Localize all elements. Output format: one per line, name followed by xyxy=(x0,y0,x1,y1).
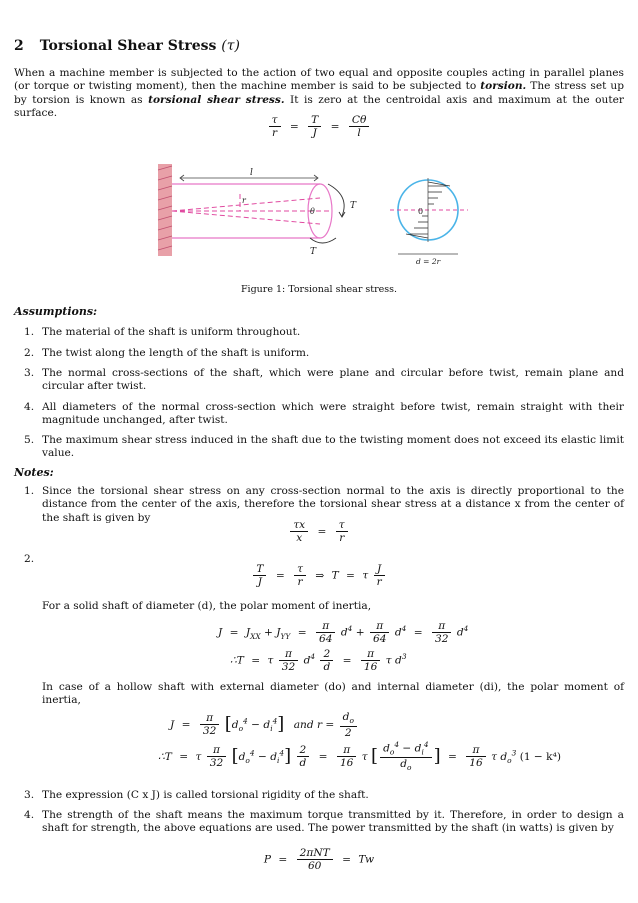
eq-num-tau: τ xyxy=(269,114,281,127)
solid-shaft-text: For a solid shaft of diameter (d), the polar moment of inertia, xyxy=(42,600,372,612)
label-l: l xyxy=(250,168,253,178)
frac-num: τ xyxy=(336,519,348,532)
eq-sign: = xyxy=(346,569,355,582)
label-r: r xyxy=(242,196,246,205)
eq-sign: = xyxy=(179,750,189,763)
assumption-item xyxy=(24,401,624,428)
eq-T-over-J xyxy=(0,563,638,588)
item-number: 4. xyxy=(24,809,35,821)
frac-den: 32 xyxy=(281,661,296,674)
frac-num: π xyxy=(200,712,219,725)
item-number: 4. xyxy=(24,401,35,413)
eq-polar-hollow: J = $\frac{\pi}{32}$ $[d_o^4 - d_i^4]$ and r = $\frac{d_o}{2}$ xyxy=(170,711,359,739)
frac-num: π xyxy=(279,648,298,661)
do-symbol: d xyxy=(231,718,239,731)
frac-num: π xyxy=(466,744,485,757)
frac-num: 2 xyxy=(297,744,310,757)
frac-den: 32 xyxy=(209,757,224,770)
frac-den: 60 xyxy=(307,860,322,873)
frac-den: x xyxy=(296,532,303,545)
label-T2: T xyxy=(310,247,317,257)
assumption-item xyxy=(24,326,624,339)
intro-text-3: It is zero at the centroidal axis and maximum at the outer surface. xyxy=(14,93,624,120)
intro-tss: torsional shear stress. xyxy=(148,93,285,106)
eq-sign: = xyxy=(413,626,423,639)
item-text: The strength of the shaft means the maximum torque transmitted by it. Therefore, in order to design a shaft for strength, the above equations are used. The power transmitted by the shaft (in watts) is given by xyxy=(42,809,624,835)
tau-symbol: τ xyxy=(195,750,202,763)
eq-den-l: l xyxy=(357,127,361,140)
eq-sign: = xyxy=(297,626,307,639)
frac-den: 64 xyxy=(372,633,387,646)
eq-sign: = xyxy=(251,654,261,667)
eq-sign: = xyxy=(317,525,327,538)
eq-polar-solid: $J = J_{XX} + J_{YY}$ = $\frac{\pi}{64}$ $d^4$ + $\frac{\pi}{64}$ $d^4$ = $\frac{\pi}{32}$ $d^4$ xyxy=(218,620,469,646)
assumption-item xyxy=(24,347,624,360)
frac-num: π xyxy=(361,648,380,661)
sub-xx: XX xyxy=(250,631,261,641)
frac-num: J xyxy=(374,563,385,576)
notes-heading: Notes: xyxy=(14,466,54,479)
torsion-figure xyxy=(150,156,480,272)
eq-num-ctheta: Cθ xyxy=(349,114,369,127)
k4-term: (1 − k⁴) xyxy=(519,750,561,763)
P-symbol: P xyxy=(263,853,272,866)
section-title-text: Torsional Shear Stress xyxy=(39,38,217,54)
intro-torsion: torsion. xyxy=(480,80,527,93)
eq-torque-solid: ∴T = τ $\frac{\pi}{32}$ $d^4$ $\frac{2}{d}$ = $\frac{\pi}{16}$ τ $d^3$ xyxy=(230,648,407,674)
section-number: 2 xyxy=(14,38,24,54)
frac-den: d xyxy=(299,757,307,770)
frac-num: T xyxy=(253,563,266,576)
d-symbol: d xyxy=(394,626,402,639)
tau-symbol: τ xyxy=(267,654,274,667)
d-symbol: d xyxy=(456,626,464,639)
item-text: The maximum shear stress induced in the shaft due to the twisting moment does not exceed its elastic limit value. xyxy=(42,434,624,460)
torque-arrow-bottom xyxy=(310,238,336,243)
d-symbol: d xyxy=(340,626,348,639)
eq-sign: = xyxy=(330,120,340,133)
intro-text-1: When a machine member is subjected to the action of two equal and opposite couples acting in parallel planes (or torque or twisting moment), then the machine member is said to be subjected to xyxy=(14,67,624,93)
frac-num: τ xyxy=(294,563,306,576)
eq-torque-hollow: ∴T = τ $\frac{\pi}{32}$ $[d_o^4 - d_i^4]$ $\frac{2}{d}$ = $\frac{\pi}{16}$ τ [ $\frac{d_o^4 - d_i^4}{d_o}$ ] = $\frac{\pi}{16}$ τ $d_o^3$ (1 − k⁴) xyxy=(158,740,561,773)
item-text: The expression (C x J) is called torsional rigidity of the shaft. xyxy=(42,789,369,801)
eq-sign: = xyxy=(289,120,299,133)
tau-symbol: τ xyxy=(491,750,497,763)
eq-num-T: T xyxy=(308,114,321,127)
J-symbol: J xyxy=(218,626,223,639)
figure-caption: Figure 1: Torsional shear stress. xyxy=(240,284,398,295)
implies-sign: ⇒ xyxy=(315,569,325,582)
item-text: All diameters of the normal cross-section which were straight before twist, remain straight with their magnitude unchanged, after twist. xyxy=(42,401,624,427)
frac-den: r xyxy=(339,532,345,545)
item-number: 1. xyxy=(24,326,35,338)
do-symbol: d xyxy=(342,711,350,723)
item-number: 5. xyxy=(24,434,35,446)
label-zero: 0 xyxy=(418,207,424,216)
frac-num: 2πNT xyxy=(297,847,333,860)
item-number: 3. xyxy=(24,789,35,801)
note-item-4 xyxy=(24,809,624,836)
Tw-symbol: Tw xyxy=(358,853,375,866)
di-symbol: d xyxy=(263,718,271,731)
item-number: 2. xyxy=(24,347,35,359)
sub-yy: YY xyxy=(280,631,291,641)
eq-sign: = xyxy=(181,718,191,731)
frac-num: π xyxy=(207,744,226,757)
label-T1: T xyxy=(350,201,357,211)
item-text: The twist along the length of the shaft is uniform. xyxy=(42,347,310,359)
item-number: 1. xyxy=(24,485,35,497)
eq-taux xyxy=(0,519,638,544)
frac-num: τx xyxy=(290,519,308,532)
assumptions-heading: Assumptions: xyxy=(14,305,98,318)
section-title xyxy=(14,38,240,56)
assumption-item xyxy=(24,434,624,461)
twist-lines xyxy=(172,194,330,224)
J-symbol: J xyxy=(170,718,175,731)
frac-den: 32 xyxy=(202,725,217,738)
item-text: The material of the shaft is uniform throughout. xyxy=(42,326,301,338)
eq-den-J: J xyxy=(312,127,317,140)
eq-sign: = xyxy=(318,750,328,763)
T-symbol: T xyxy=(236,654,244,667)
frac-num: π xyxy=(432,620,451,633)
eq-sign: = xyxy=(275,569,285,582)
frac-den: r xyxy=(376,576,382,589)
eq-sign: = xyxy=(447,750,457,763)
eq-sign: = xyxy=(229,626,239,639)
eq-power xyxy=(0,847,638,872)
frac-den: 16 xyxy=(469,757,483,770)
therefore-sign: ∴ xyxy=(230,654,237,667)
T-symbol: T xyxy=(164,750,172,763)
tau-symbol: τ xyxy=(362,569,369,582)
frac-den: d xyxy=(323,661,331,674)
item-number: 3. xyxy=(24,367,35,379)
intro-text-2: The stress set up by torsion is known as xyxy=(14,80,624,106)
eq-sign: = xyxy=(342,853,351,866)
note-item-3 xyxy=(24,789,624,802)
d-symbol: d xyxy=(303,654,311,667)
label-theta: θ xyxy=(310,207,315,216)
frac-den: 16 xyxy=(363,661,378,674)
tau-symbol: τ xyxy=(361,750,368,763)
eq-sign: = xyxy=(342,654,352,667)
T-symbol: T xyxy=(331,569,339,582)
main-equation xyxy=(0,114,638,139)
frac-den: 16 xyxy=(339,757,354,770)
and-r-text: and r = xyxy=(293,718,335,731)
eq-den-r: r xyxy=(272,127,278,140)
hollow-shaft-text: In case of a hollow shaft with external diameter (do) and internal diameter (di), the polar moment of inertia, xyxy=(42,681,624,707)
frac-den: 32 xyxy=(434,633,449,646)
therefore-sign: ∴ xyxy=(158,750,165,763)
assumption-item xyxy=(24,367,624,394)
label-d: d = 2r xyxy=(416,257,441,266)
intro-paragraph xyxy=(14,67,624,120)
frac-den: r xyxy=(297,576,303,589)
item-text: The normal cross-sections of the shaft, which were plane and circular before twist, remain plane and circular after twist. xyxy=(42,367,624,393)
frac-num: π xyxy=(370,620,389,633)
frac-num: π xyxy=(316,620,335,633)
eq-sign: = xyxy=(278,853,288,866)
frac-den: 2 xyxy=(344,726,352,739)
frac-den: J xyxy=(257,576,263,589)
item-number: 2. xyxy=(24,553,35,565)
d-symbol: d xyxy=(395,654,402,667)
frac-num: 2 xyxy=(320,648,333,661)
frac-den: 64 xyxy=(318,633,333,646)
tau-symbol: τ xyxy=(385,654,392,667)
frac-num: π xyxy=(337,744,356,757)
item-text: Since the torsional shear stress on any cross-section normal to the axis is directly proportional to the distance from the center of the axis, therefore the torsional shear stress at a distance x from the center of the shaft is given by xyxy=(42,485,624,524)
section-symbol: (τ) xyxy=(221,38,240,54)
